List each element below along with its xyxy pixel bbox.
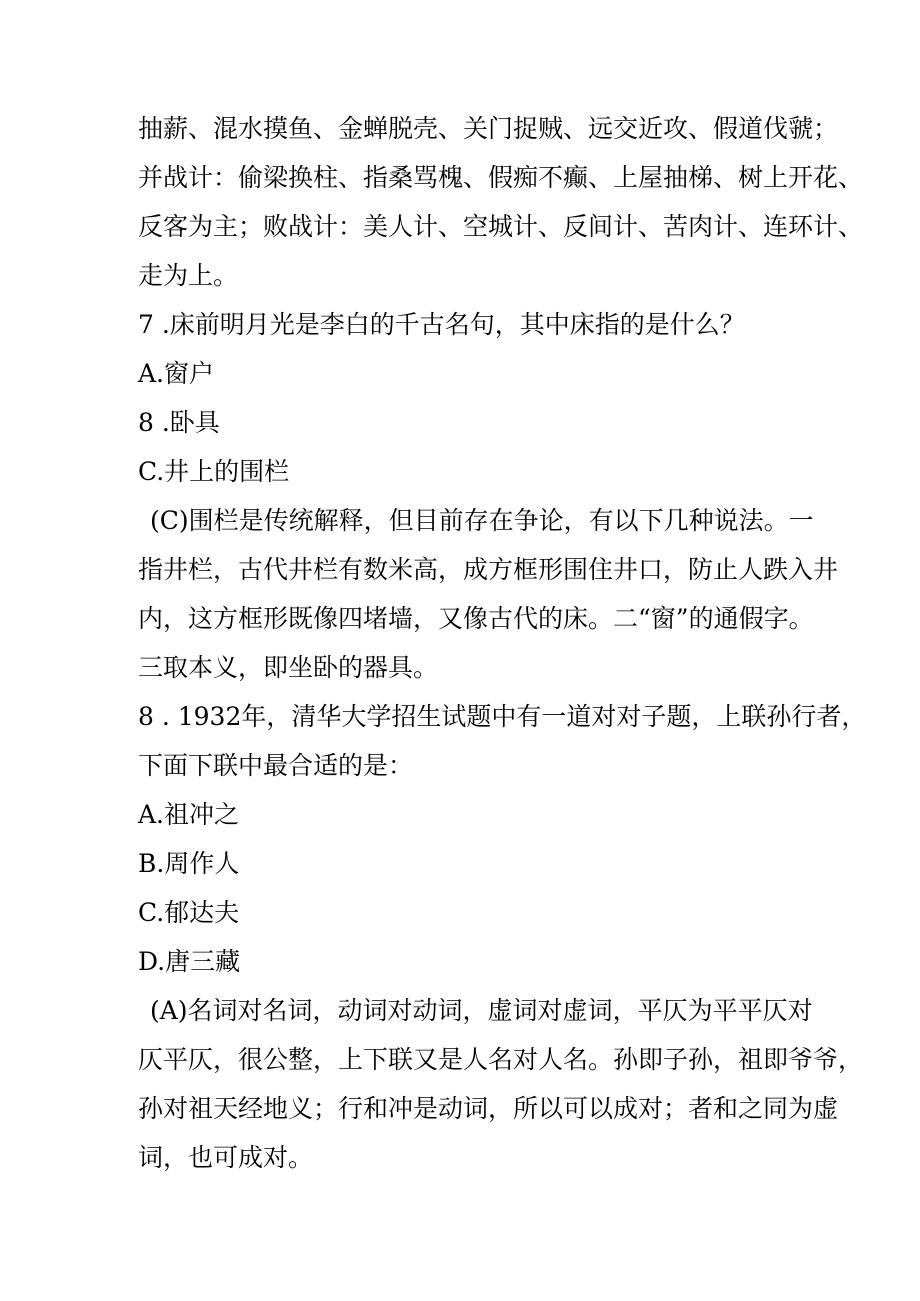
question-7-option-b: 8 .卧具	[138, 408, 220, 437]
question-7-answer: 指井栏，古代井栏有数米高，成方框形围住井口，防止人跌入井	[138, 555, 839, 584]
text-line-stratagems: 抽薪、混水摸鱼、金蝉脱壳、关门捉贼、远交近攻、假道伐虢；	[138, 114, 839, 143]
text-line-stratagems: 走为上。	[138, 261, 239, 290]
question-7-answer: 三取本义，即坐卧的器具。	[138, 653, 439, 682]
question-8-option-b: B.周作人	[138, 849, 240, 878]
question-8-answer: (A)名词对名词，动词对动词，虚词对虚词，平仄为平平仄对	[150, 996, 813, 1025]
question-7: 7 .床前明月光是李白的千古名句，其中床指的是什么？	[138, 310, 745, 339]
text-line-stratagems: 反客为主；败战计：美人计、空城计、反间计、苦肉计、连环计、	[138, 212, 864, 241]
question-7-option-c: C.井上的围栏	[138, 457, 290, 486]
question-8-answer: 仄平仄，很公整，上下联又是人名对人名。孙即子孙，祖即爷爷，	[138, 1045, 864, 1074]
text-line-stratagems: 并战计：偷梁换柱、指桑骂槐、假痴不癫、上屋抽梯、树上开花、	[138, 163, 864, 192]
question-8-option-d: D.唐三藏	[138, 947, 241, 976]
question-7-answer: (C)围栏是传统解释，但目前存在争论，有以下几种说法。一	[150, 506, 814, 535]
question-8-option-c: C.郁达夫	[138, 898, 240, 927]
question-7-answer: 内，这方框形既像四堵墙，又像古代的床。二“窗”的通假字。	[138, 604, 814, 633]
question-7-option-a: A.窗户	[138, 359, 215, 388]
question-8-option-a: A.祖冲之	[138, 800, 240, 829]
question-8-answer: 词，也可成对。	[138, 1143, 314, 1172]
question-8: 下面下联中最合适的是：	[138, 751, 414, 780]
question-8-answer: 孙对祖天经地义；行和冲是动词，所以可以成对；者和之同为虚	[138, 1094, 839, 1123]
question-8: 8 . 1932年，清华大学招生试题中有一道对对子题，上联孙行者，	[138, 702, 867, 731]
